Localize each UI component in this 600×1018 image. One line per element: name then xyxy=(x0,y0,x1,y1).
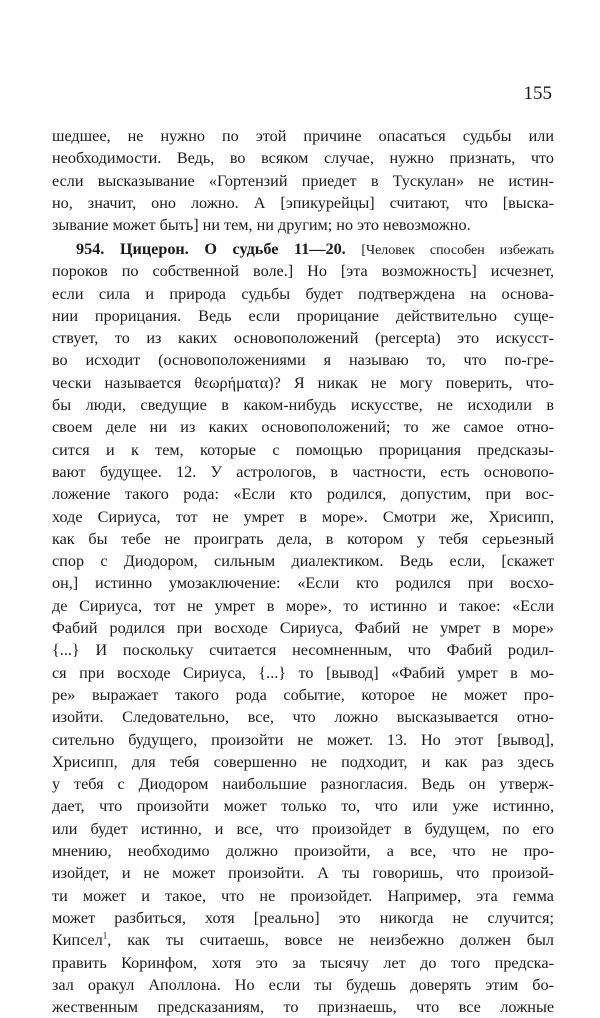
text-line: необходимости. Ведь, во всяком случае, нужно признать, что xyxy=(52,149,554,168)
text-line: но, значит, оно ложно. А [эпикурейцы] считают, что [выска- xyxy=(52,193,554,212)
text-line: сится и к тем, которые с помощью прорицания предсказы- xyxy=(52,440,554,459)
text-line: если сила и природа судьбы будет подтверждена на основа- xyxy=(52,284,554,303)
text-line: Фабий родился при восходе Сириуса, Фабий не умрет в море» xyxy=(52,619,554,638)
text-line: де Сириуса, тот не умрет в море», то истинно и такое: «Если xyxy=(52,596,554,615)
text-line: ствует, то из каких основоположений (percepta) это искусст- xyxy=(52,329,554,348)
text-line: сительно будущего, произойти не может. 13. Но этот [вывод], xyxy=(52,730,554,749)
text-line-rest: , как ты считаешь, вовсе не неизбежно должен был xyxy=(107,931,554,950)
text-line: ходе Сириуса, тот не умрет в море». Смотри же, Хрисипп, xyxy=(52,507,554,526)
text-line: ложение такого рода: «Если кто родился, допустим, при вос- xyxy=(52,485,554,504)
text-line: изойдет, и не может произойти. А ты говоришь, что произой- xyxy=(52,864,554,883)
text-line: пороков по собственной воле.] Но [эта возможность] исчезнет, xyxy=(52,262,554,281)
text-line: у тебя с Диодором наибольшие разногласия. Ведь он утверж- xyxy=(52,775,554,794)
kypselos-name: Кипсел xyxy=(52,931,103,950)
text-line: жественным предсказаниям, то признаешь, что все ложные xyxy=(52,998,554,1017)
text-line: во исходит (основоположениями я называю то, что по-гре- xyxy=(52,351,554,370)
text-line: нии прорицания. Ведь если прорицание действительно суще- xyxy=(52,306,554,325)
text-line: править Коринфом, хотя это за тысячу лет до того предска- xyxy=(52,953,554,972)
text-line-with-footnote xyxy=(52,929,554,951)
text-line: изойти. Следовательно, все, что ложно высказывается отно- xyxy=(52,708,554,727)
fragment-note: [Человек способен избежать xyxy=(361,243,554,258)
text-line: чески называется θεωρήματα)? Я никак не могу поверить, что- xyxy=(52,373,554,392)
text-line: или будет истинно, и все, что произойдет в будущем, по его xyxy=(52,819,554,838)
text-line: ти может и такое, что не произойдет. Например, эта гемма xyxy=(52,886,554,905)
paragraph-continuation xyxy=(52,125,554,236)
text-line: своем деле ни из каких основоположений; то же самое отно- xyxy=(52,418,554,437)
text-line: Хрисипп, для тебя совершенно не подходит, и как раз здесь xyxy=(52,752,554,771)
text-line: спор с Диодором, сильным диалектиком. Ведь если, [скажет xyxy=(52,552,554,571)
text-line: {...} И поскольку считается несомненным, что Фабий родил- xyxy=(52,641,554,660)
text-line: шедшее, не нужно по этой причине опасаться судьбы или xyxy=(52,127,554,145)
fragment-954 xyxy=(52,238,554,1018)
page-number: 155 xyxy=(523,83,552,104)
text-line: бы люди, сведущие в каком-нибудь искусстве, не исходили в xyxy=(52,396,554,415)
text-line: мнению, необходимо должно произойти, а все, что не про- xyxy=(52,842,554,861)
fragment-heading: 954. Цицерон. О судьбе 11—20. xyxy=(76,240,346,258)
text-line: ся при восходе Сириуса, {...} то [вывод] «Фабий умрет в мо- xyxy=(52,663,554,682)
text-line: как бы тебе не проиграть дела, в котором у тебя серьезный xyxy=(52,529,554,548)
text-line: зывание может быть] ни тем, ни другим; но это невозможно. xyxy=(52,216,471,235)
text-line: ре» выражает такого рода событие, которое не может про- xyxy=(52,685,554,704)
text-line: вают будущее. 12. У астрологов, в частности, есть основопо- xyxy=(52,462,554,481)
text-line: если высказывание «Гортензий приедет в Тускулан» не истин- xyxy=(52,171,554,190)
text-line: дает, что произойти может только то, что или уже истинно, xyxy=(52,797,554,816)
footnote-marker: 1 xyxy=(102,930,108,941)
text-line: зал оракул Аполлона. Но если ты будешь доверять этим бо- xyxy=(52,975,554,994)
fragment-heading-line xyxy=(52,238,554,260)
text-line: он,] истинно умозаключение: «Если кто родился при восхо- xyxy=(52,574,554,593)
text-line: может разбиться, хотя [реально] это никогда не случится; xyxy=(52,908,554,927)
